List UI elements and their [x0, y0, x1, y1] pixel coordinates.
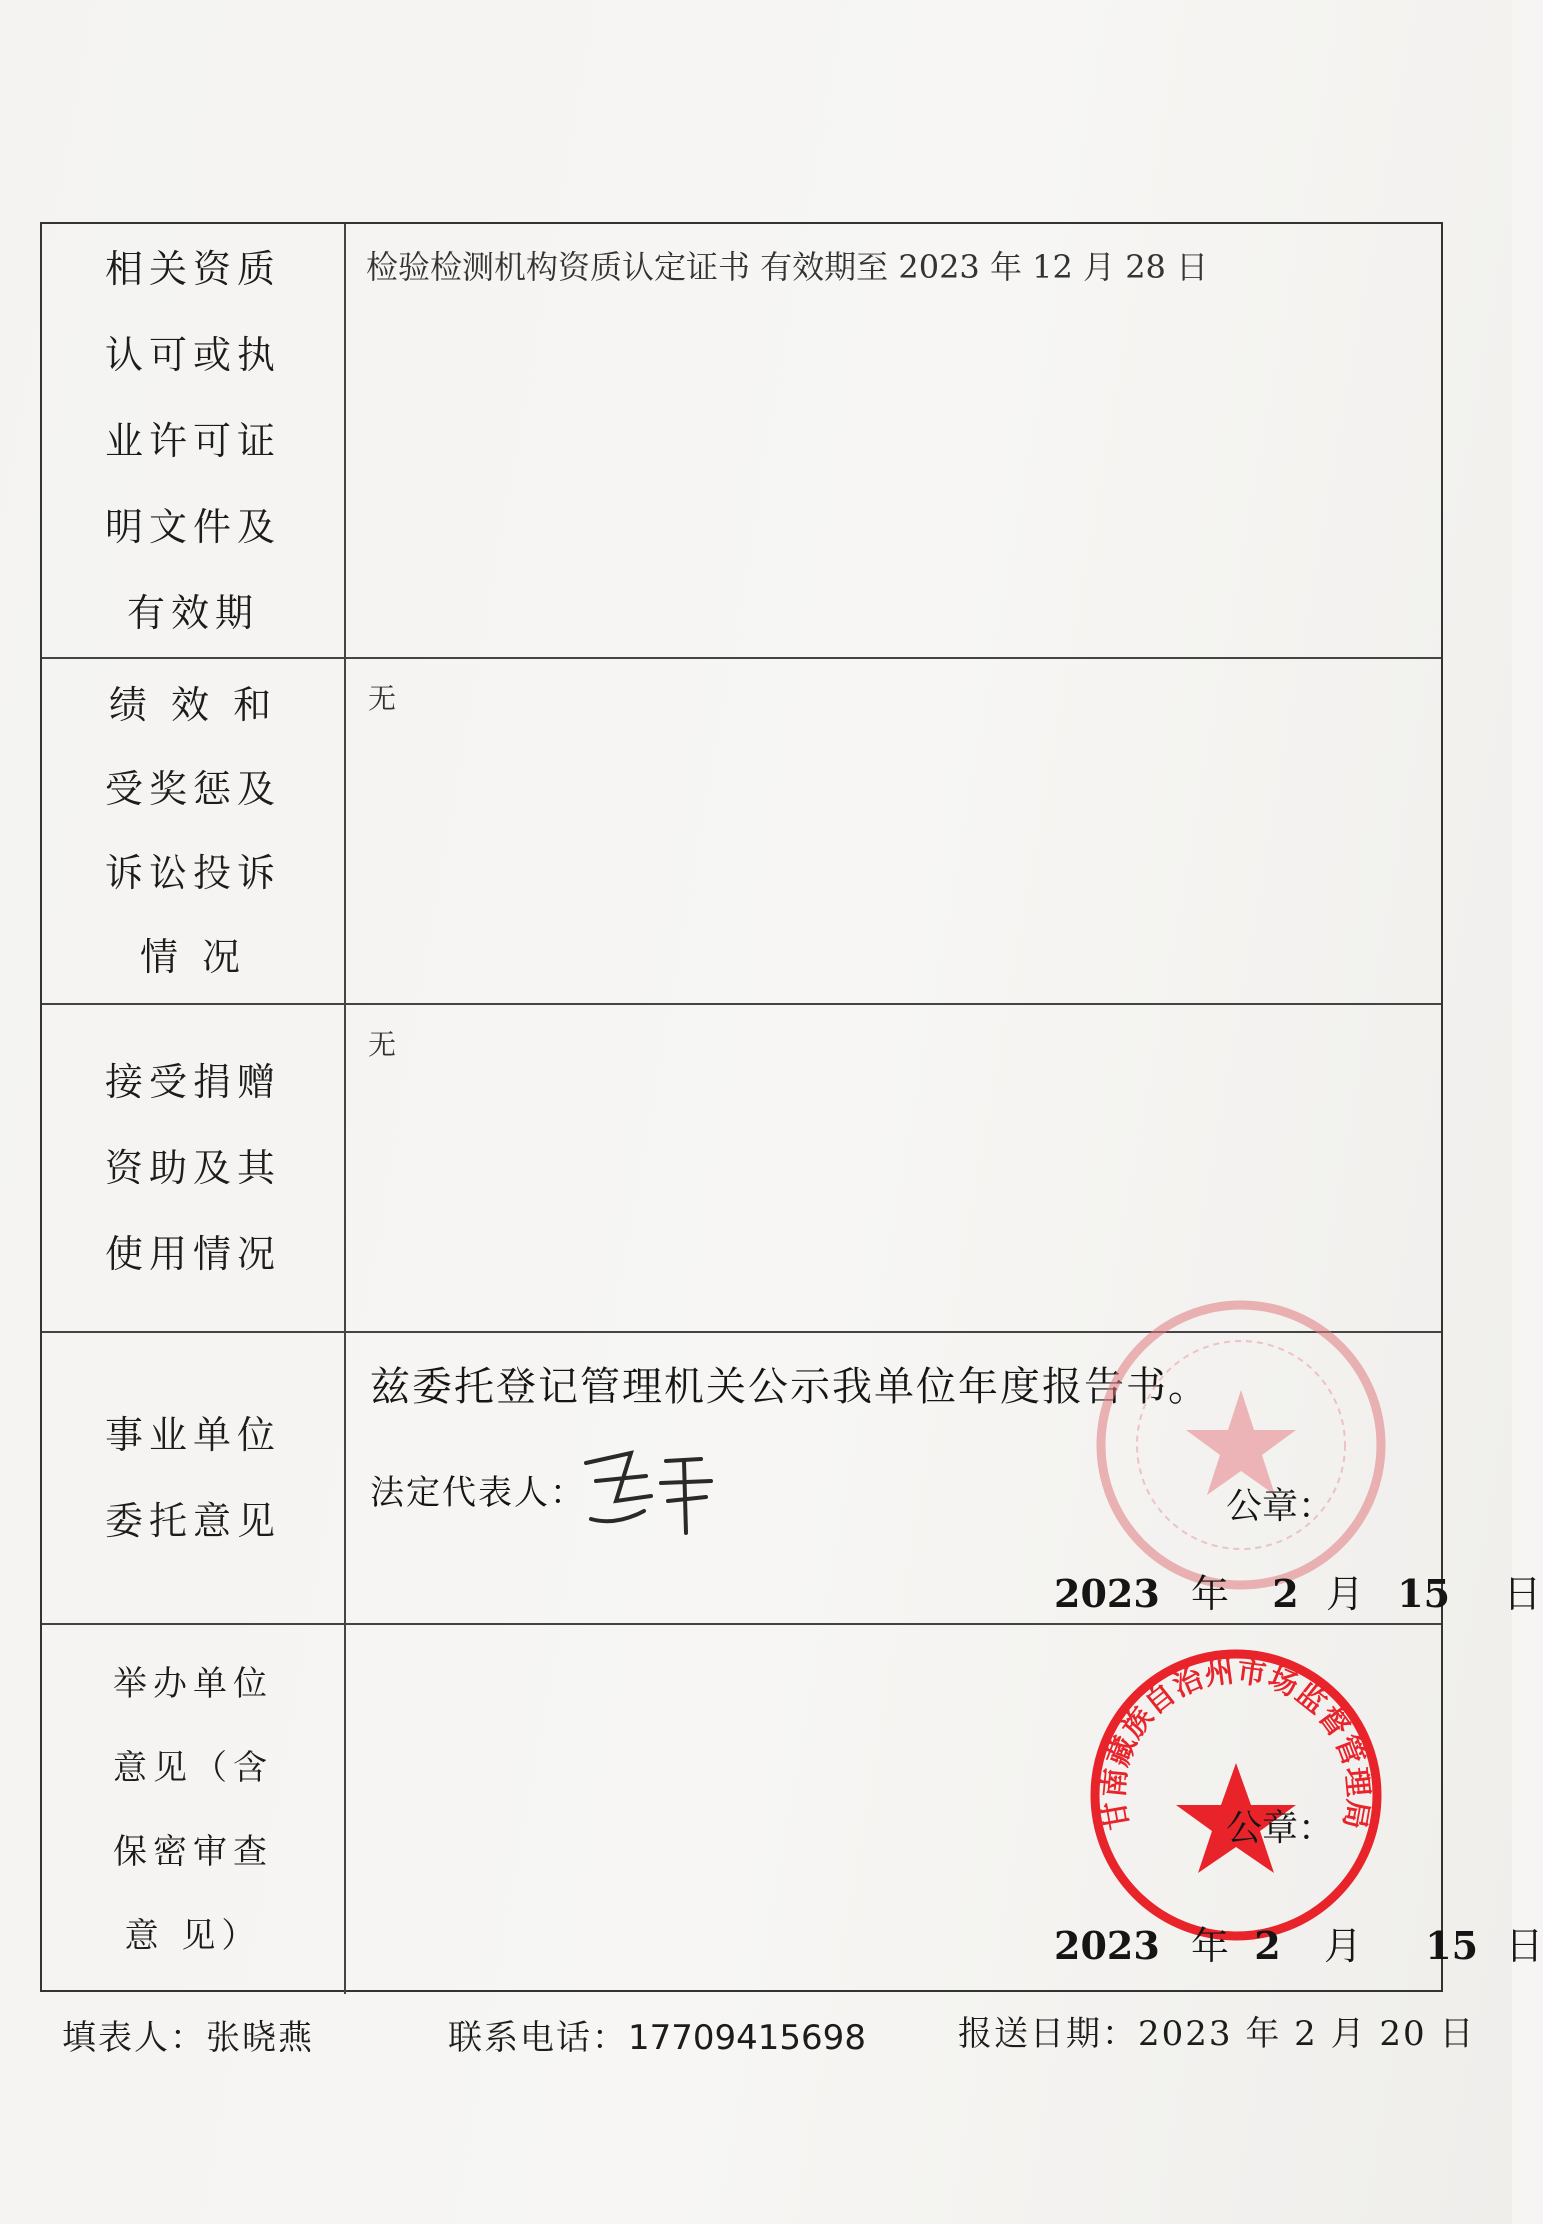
label-line: 资助及其: [104, 1146, 281, 1190]
label-line: 绩 效 和: [108, 683, 278, 727]
row-label-sponsor: [42, 1625, 346, 1994]
date-month: 2: [1254, 1923, 1281, 1968]
date-year-unit: 年: [1191, 1572, 1230, 1616]
label-line: 接受捐赠: [104, 1060, 281, 1104]
label-line: 有效期: [126, 590, 259, 635]
sponsor-seal: [1086, 1645, 1386, 1945]
row-label-donations: [42, 1005, 346, 1331]
row-label-qualifications: [42, 224, 346, 657]
footer-filler: [62, 2010, 314, 2059]
seal-label-sponsor: 公章：: [1226, 1808, 1335, 1849]
date-day: 15: [1425, 1923, 1479, 1968]
label-line: 使用情况: [104, 1232, 281, 1276]
label-line: 认可或执: [104, 332, 281, 377]
phone-label: 联系电话：: [448, 2018, 628, 2058]
qualification-certificate-text: 检验检测机构资质认定证书 有效期至 2023 年 12 月 28 日: [366, 248, 1209, 286]
filler-label: 填表人：: [62, 2018, 206, 2058]
label-line: 相关资质: [104, 246, 281, 291]
entrustment-date: [1054, 1563, 1541, 1618]
label-line: 意 见）: [124, 1915, 262, 1956]
label-line: 举办单位: [113, 1663, 273, 1704]
date-year-unit: 年: [1191, 1924, 1230, 1968]
footer-report-date: [958, 2006, 1475, 2055]
phone-number: 17709415698: [628, 2018, 866, 2058]
row-sponsor-opinion: [42, 1625, 1543, 1994]
organization-seal-faded: [1091, 1295, 1391, 1595]
label-line: 情 况: [139, 935, 247, 979]
label-line: 意见（含: [113, 1747, 273, 1788]
annual-report-form-table: [40, 222, 1543, 1992]
label-line: 保密审查: [113, 1831, 273, 1872]
date-month: 2: [1272, 1571, 1299, 1616]
label-line: 诉讼投诉: [104, 851, 281, 895]
seal-ring-text: 甘南藏族自治州市场监督管理局: [1096, 1654, 1376, 1833]
date-day-unit: 日: [1503, 1572, 1542, 1616]
row-label-performance: [42, 659, 346, 1003]
row-content-qualifications: [346, 224, 1441, 657]
date-month-unit: 月: [1323, 1924, 1362, 1968]
row-content-performance: [346, 659, 1441, 1003]
label-line: 委托意见: [104, 1499, 281, 1543]
label-line: 业许可证: [104, 418, 281, 463]
seal-label-entrustment: 公章：: [1226, 1486, 1335, 1527]
report-date-label: 报送日期：: [958, 2014, 1138, 2054]
label-line: 受奖惩及: [104, 767, 281, 811]
report-date-value: 2023 年 2 月 20 日: [1138, 2014, 1476, 2054]
entrustment-statement: 兹委托登记管理机关公示我单位年度报告书。: [370, 1364, 1210, 1410]
performance-value: 无: [368, 682, 397, 715]
date-year: 2023: [1054, 1923, 1160, 1968]
date-day: 15: [1397, 1571, 1451, 1616]
label-line: 明文件及: [104, 504, 281, 549]
row-unit-entrustment: [42, 1333, 1542, 1625]
sponsor-date: [1054, 1915, 1543, 1970]
row-content-entrustment: [346, 1333, 1542, 1623]
date-month-unit: 月: [1325, 1572, 1364, 1616]
row-donations: [42, 1005, 1441, 1333]
row-content-donations: [346, 1005, 1441, 1331]
signature-image: [576, 1441, 726, 1541]
donations-value: 无: [368, 1028, 397, 1061]
footer-phone: [448, 2010, 866, 2059]
row-qualifications: [42, 224, 1441, 659]
date-day-unit: 日: [1505, 1924, 1543, 1968]
label-line: 事业单位: [104, 1413, 281, 1457]
row-content-sponsor: [346, 1625, 1543, 1994]
row-label-entrustment: [42, 1333, 346, 1623]
filler-name: 张晓燕: [206, 2018, 314, 2058]
legal-representative-label: 法定代表人：: [370, 1473, 586, 1513]
date-year: 2023: [1054, 1571, 1160, 1616]
row-performance: [42, 659, 1441, 1005]
